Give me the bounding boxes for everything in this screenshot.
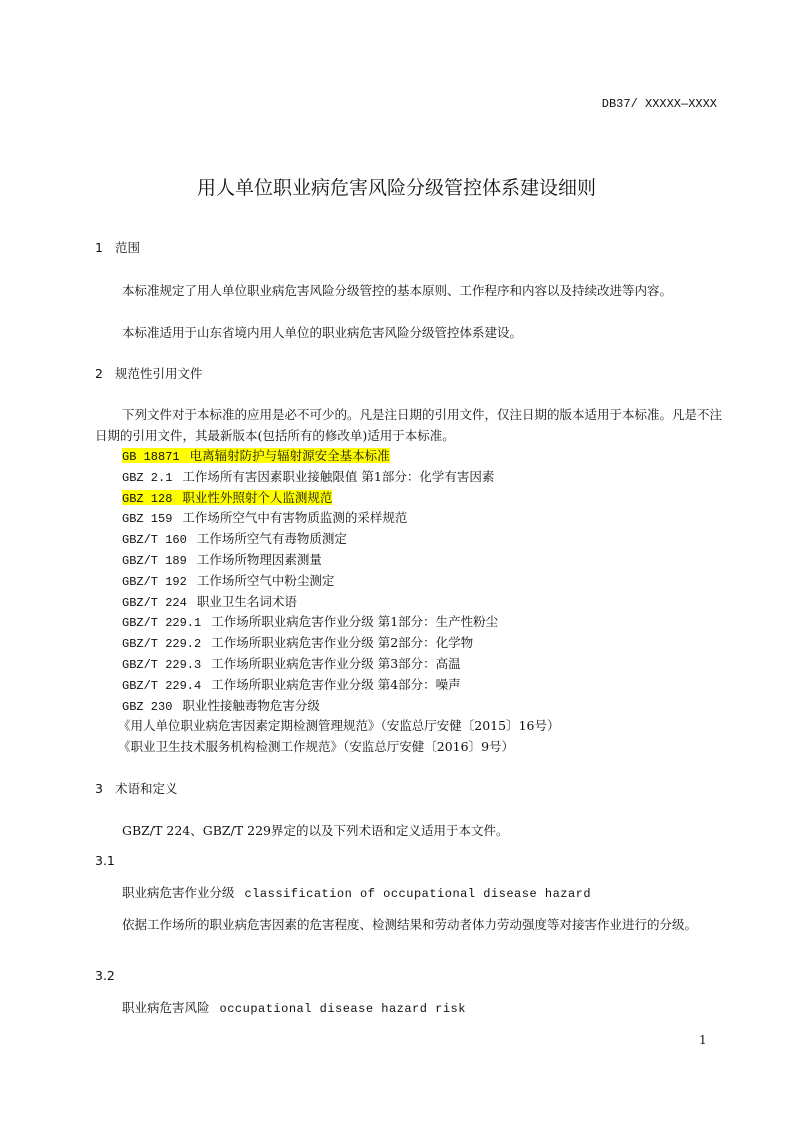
reference-item: [122, 531, 347, 548]
reference-text: [122, 531, 347, 546]
reference-item: [122, 510, 407, 527]
reference-code: GBZ 159: [122, 512, 173, 527]
term-heading: [122, 885, 591, 902]
term-en: occupational disease hazard risk: [219, 1002, 466, 1016]
reference-title: 工作场所职业病危害作业分级 第4部分：噪声: [211, 676, 461, 692]
reference-title: 职业卫生名词术语: [196, 593, 297, 609]
reference-item: [122, 635, 473, 652]
section-number: 1: [95, 240, 103, 255]
section-1-heading: [95, 240, 140, 256]
reference-code: GBZ/T 229.4: [122, 678, 202, 693]
reference-text: [122, 469, 494, 484]
reference-title: 电离辐射防护与辐射源安全基本标准: [189, 448, 390, 463]
reference-item: [122, 490, 332, 507]
reference-text: [122, 656, 461, 671]
term-number: 3.2: [95, 968, 115, 983]
reference-item: [122, 594, 297, 611]
reference-code: GBZ 230: [122, 699, 173, 714]
regulation-item: 《职业卫生技术服务机构检测工作规范》（安监总厅安健〔2016〕9号）: [118, 739, 515, 754]
term-en: classification of occupational disease hazard: [244, 887, 592, 901]
reference-item: [122, 656, 461, 673]
term-zh: 职业病危害作业分级: [122, 885, 235, 900]
reference-item: [122, 448, 390, 465]
reference-item: [122, 469, 494, 486]
reference-code: GBZ 128: [122, 491, 173, 506]
reference-code: GBZ 2.1: [122, 470, 173, 485]
reference-title: 工作场所职业病危害作业分级 第1部分：生产性粉尘: [211, 614, 499, 630]
reference-code: GBZ/T 229.1: [122, 616, 202, 631]
section-title: 术语和定义: [115, 781, 178, 796]
paragraph: 下列文件对于本标准的应用是必不可少的。凡是注日期的引用文件，仅注日期的版本适用于本标准。凡是不注日期的引用文件，其最新版本(包括所有的修改单)适用于本标准。: [95, 407, 723, 443]
reference-title: 工作场所物理因素测量: [196, 552, 322, 567]
reference-text: [122, 635, 473, 650]
term-number: 3.1: [95, 853, 115, 868]
reference-code: GBZ/T 160: [122, 533, 187, 548]
paragraph: 本标准规定了用人单位职业病危害风险分级管控的基本原则、工作程序和内容以及持续改进等内容。: [122, 283, 673, 298]
section-number: 3: [95, 781, 103, 796]
term-zh: 职业病危害风险: [122, 1000, 210, 1015]
reference-title: 工作场所职业病危害作业分级 第3部分：高温: [211, 656, 461, 671]
reference-code: GBZ/T 229.3: [122, 658, 202, 672]
reference-title: 职业性外照射个人监测规范: [182, 489, 333, 505]
page-number: 1: [699, 1033, 707, 1047]
reference-item: [122, 573, 334, 590]
reference-text: [122, 510, 407, 525]
highlighted-text: [122, 448, 390, 463]
reference-item: [122, 698, 320, 715]
reference-title: 工作场所空气中有害物质监测的采样规范: [182, 510, 408, 526]
section-title: 规范性引用文件: [115, 366, 203, 381]
reference-text: [122, 552, 322, 567]
reference-title: 工作场所职业病危害作业分级 第2部分：化学物: [211, 635, 474, 651]
section-title: 范围: [115, 240, 141, 255]
reference-code: GBZ/T 189: [122, 554, 187, 568]
paragraph: GBZ/T 224、GBZ/T 229界定的以及下列术语和定义适用于本文件。: [122, 823, 509, 838]
section-number: 2: [95, 366, 103, 381]
reference-text: [122, 677, 461, 692]
reference-item: [122, 677, 461, 694]
reference-code: GBZ/T 229.2: [122, 637, 202, 652]
reference-code: GBZ/T 224: [122, 595, 187, 610]
highlighted-text: [122, 490, 332, 505]
reference-text: [122, 573, 334, 588]
document-number: DB37/ XXXXX—XXXX: [601, 97, 717, 111]
page-title: 用人单位职业病危害风险分级管控体系建设细则: [196, 177, 596, 199]
term-heading: [122, 1000, 466, 1017]
term-definition: 依据工作场所的职业病危害因素的危害程度、检测结果和劳动者体力劳动强度等对接害作业进行的分级。: [122, 917, 698, 932]
reference-text: [122, 698, 320, 713]
section-3-heading: [95, 781, 178, 797]
paragraph: 本标准适用于山东省境内用人单位的职业病危害风险分级管控体系建设。: [122, 325, 523, 340]
reference-text: [122, 594, 297, 609]
reference-text: [122, 614, 498, 629]
reference-title: 工作场所空气中粉尘测定: [196, 572, 335, 588]
reference-item: [122, 614, 498, 631]
reference-title: 工作场所空气有毒物质测定: [196, 531, 347, 547]
reference-title: 职业性接触毒物危害分级: [182, 697, 320, 713]
reference-title: 工作场所有害因素职业接触限值 第1部分：化学有害因素: [182, 468, 495, 484]
reference-code: GB 18871: [122, 450, 180, 464]
reference-item: [122, 552, 322, 569]
reference-code: GBZ/T 192: [122, 574, 187, 589]
regulation-item: 《用人单位职业病危害因素定期检测管理规范》（安监总厅安健〔2015〕16号）: [118, 718, 560, 733]
section-2-heading: [95, 366, 203, 382]
